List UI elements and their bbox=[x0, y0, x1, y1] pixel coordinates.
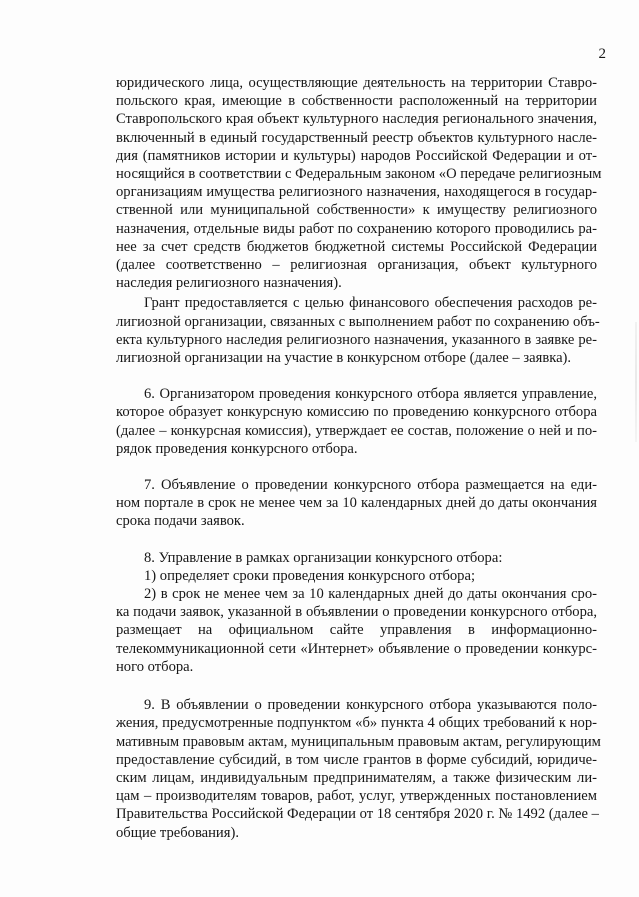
text-line: мативным правовым актам, муниципальным правовым актам, регулирующим bbox=[116, 733, 601, 750]
text-line: ским лицам, индивидуальным предпринимателям, а также физическим ли- bbox=[116, 769, 597, 786]
text-line: носящийся в соответствии с Федеральным законом «О передаче религиозным bbox=[116, 166, 602, 183]
text-line: 2) в срок не менее чем за 10 календарных дней до даты окончания сро- bbox=[144, 586, 597, 603]
text-line: екта культурного наследия религиозного назначения, указанного в заявке ре- bbox=[116, 331, 597, 348]
text-line: лигиозной организации, связанных с выполнением работ по сохранению объ- bbox=[116, 313, 600, 330]
text-line: Ставропольского края объект культурного наследия регионального значения, bbox=[116, 111, 597, 128]
document-body bbox=[116, 74, 602, 842]
paragraph-item-8 bbox=[116, 549, 597, 676]
text-line: рядок проведения конкурсного отбора. bbox=[116, 440, 358, 457]
text-line: 1) определяет сроки проведения конкурсного отбора; bbox=[144, 567, 476, 584]
text-line: организациям имущества религиозного назначения, находящегося в государ- bbox=[116, 184, 597, 201]
text-line: общие требования). bbox=[116, 824, 239, 841]
text-line: 6. Организатором проведения конкурсного отбора является управление, bbox=[144, 386, 597, 403]
text-line: телекоммуникационной сети «Интернет» объявление о проведении конкурс- bbox=[116, 640, 597, 657]
text-line: наследия религиозного назначения). bbox=[116, 275, 342, 292]
paragraph-item-9 bbox=[116, 696, 601, 842]
text-line: ного отбора. bbox=[116, 658, 194, 675]
text-line: ственной или муниципальной собственности» к имуществу религиозного bbox=[116, 202, 597, 219]
scan-edge-shadow bbox=[635, 322, 637, 442]
text-line: лигиозной организации на участие в конкурсном отборе (далее – заявка). bbox=[116, 350, 572, 367]
text-line: ном портале в срок не менее чем за 10 календарных дней до даты окончания bbox=[116, 495, 597, 512]
paragraph-grant-purpose bbox=[116, 294, 600, 367]
paragraph-continuation bbox=[116, 74, 602, 292]
text-line: размещает на официальном сайте управления в информационно- bbox=[116, 622, 597, 639]
text-line: юридического лица, осуществляющие деятельность на территории Ставро- bbox=[116, 75, 597, 91]
text-line: польского края, имеющие в собственности расположенный на территории bbox=[116, 93, 597, 110]
paragraph-item-7 bbox=[116, 476, 597, 531]
text-line: жения, предусмотренные подпунктом «б» пункта 4 общих требований к нор- bbox=[116, 715, 597, 732]
text-line: нее за счет средств бюджетов бюджетной системы Российской Федерации bbox=[116, 238, 597, 255]
text-line: ка подачи заявок, указанной в объявлении о проведении конкурсного отбора, bbox=[116, 604, 597, 621]
text-line: Грант предоставляется с целью финансового обеспечения расходов ре- bbox=[144, 295, 597, 312]
text-line: (далее – конкурсная комиссия), утверждает ее состав, положение о ней и по- bbox=[116, 422, 597, 439]
text-line: Правительства Российской Федерации от 18 сентября 2020 г. № 1492 (далее – bbox=[116, 806, 599, 823]
text-line: 9. В объявлении о проведении конкурсного отбора указываются поло- bbox=[144, 697, 597, 714]
text-line: цам – производителям товаров, работ, услуг, утвержденных постановлением bbox=[116, 788, 597, 805]
text-line: предоставление субсидий, в том числе грантов в форме субсидий, юридиче- bbox=[116, 751, 597, 768]
text-line: 8. Управление в рамках организации конкурсного отбора: bbox=[144, 549, 503, 566]
text-line: которое образует конкурсную комиссию по проведению конкурсного отбора bbox=[116, 404, 597, 421]
text-line: назначения, отдельные виды работ по сохранению которого проводились ра- bbox=[116, 220, 597, 237]
text-line: 7. Объявление о проведении конкурсного отбора размещается на еди- bbox=[144, 477, 597, 494]
text-line: включенный в единый государственный реестр объектов культурного насле- bbox=[116, 129, 597, 146]
text-line: дия (памятников истории и культуры) народов Российской Федерации и от- bbox=[116, 147, 597, 164]
text-line: (далее соответственно – религиозная организация, объект культурного bbox=[116, 257, 597, 274]
text-line: срока подачи заявок. bbox=[116, 513, 245, 530]
paragraph-item-6 bbox=[116, 385, 597, 458]
page-number: 2 bbox=[598, 46, 606, 62]
